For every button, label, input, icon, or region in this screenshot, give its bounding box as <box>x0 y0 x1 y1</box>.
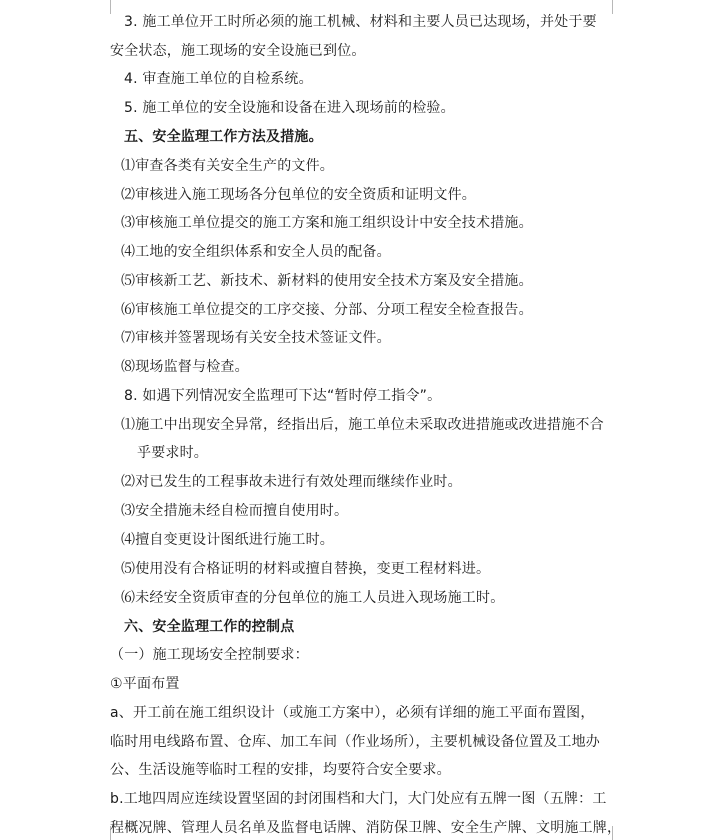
paragraph-line: 程概况牌、管理人员名单及监督电话牌、消防保卫牌、安全生产牌、文明施工牌， <box>110 820 622 836</box>
section-heading: 六、安全监理工作的控制点 <box>124 619 295 635</box>
list-item: ⑶安全措施未经自检而擅自使用时。 <box>121 503 349 519</box>
list-item: ⑵对已发生的工程事故未进行有效处理而继续作业时。 <box>121 474 462 490</box>
paragraph-line: 临时用电线路布置、仓库、加工车间（作业场所），主要机械设备位置及工地办 <box>110 734 600 750</box>
paragraph-line: a、开工前在施工组织设计（或施工方案中），必须有详细的施工平面布置图， <box>110 705 595 721</box>
list-item: ⑴施工中出现安全异常，经指出后，施工单位未采取改进措施或改进措施不合 <box>121 417 604 433</box>
list-item: ⑴审查各类有关安全生产的文件。 <box>121 158 334 174</box>
margin-corner-bottom-left <box>96 826 111 840</box>
list-item: ⑻现场监督与检查。 <box>121 359 249 375</box>
paragraph-line: b.工地四周应连续设置坚固的封闭围档和大门，大门处应有五牌一图（五牌：工 <box>110 791 607 807</box>
paragraph-line: 公、生活设施等临时工程的安排，均要符合安全要求。 <box>110 762 451 778</box>
list-item-continuation: 乎要求时。 <box>137 445 208 461</box>
list-item: ⑵审核进入施工现场各分包单位的安全资质和证明文件。 <box>121 187 476 203</box>
list-item: ⑹审核施工单位提交的工序交接、分部、分项工程安全检查报告。 <box>121 302 533 318</box>
paragraph-line: 安全状态，施工现场的安全设施已到位。 <box>110 43 366 59</box>
list-item: ⑷擅自变更设计图纸进行施工时。 <box>121 532 334 548</box>
paragraph-line: 5. 施工单位的安全设施和设备在进入现场前的检验。 <box>124 100 455 116</box>
paragraph-line: 8. 如遇下列情况安全监理可下达“暂时停工指令”。 <box>124 388 442 404</box>
list-item: ⑷工地的安全组织体系和安全人员的配备。 <box>121 244 391 260</box>
paragraph-line: 3. 施工单位开工时所必须的施工机械、材料和主要人员已达现场，并处于要 <box>124 14 597 30</box>
list-item: ⑺审核并签署现场有关安全技术签证文件。 <box>121 330 391 346</box>
margin-corner-top-left <box>96 0 111 14</box>
section-heading: 五、安全监理工作方法及措施。 <box>124 129 323 145</box>
list-item: ⑸使用没有合格证明的材料或擅自替换，变更工程材料进。 <box>121 561 491 577</box>
subsection-heading: （一）施工现场安全控制要求： <box>110 647 309 663</box>
list-item: ⑹未经安全资质审查的分包单位的施工人员进入现场施工时。 <box>121 590 505 606</box>
subsection-item: ①平面布置 <box>110 676 180 692</box>
paragraph-line: 4. 审查施工单位的自检系统。 <box>124 71 313 87</box>
list-item: ⑸审核新工艺、新技术、新材料的使用安全技术方案及安全措施。 <box>121 273 533 289</box>
list-item: ⑶审核施工单位提交的施工方案和施工组织设计中安全技术措施。 <box>121 215 533 231</box>
margin-corner-top-right <box>612 0 627 14</box>
